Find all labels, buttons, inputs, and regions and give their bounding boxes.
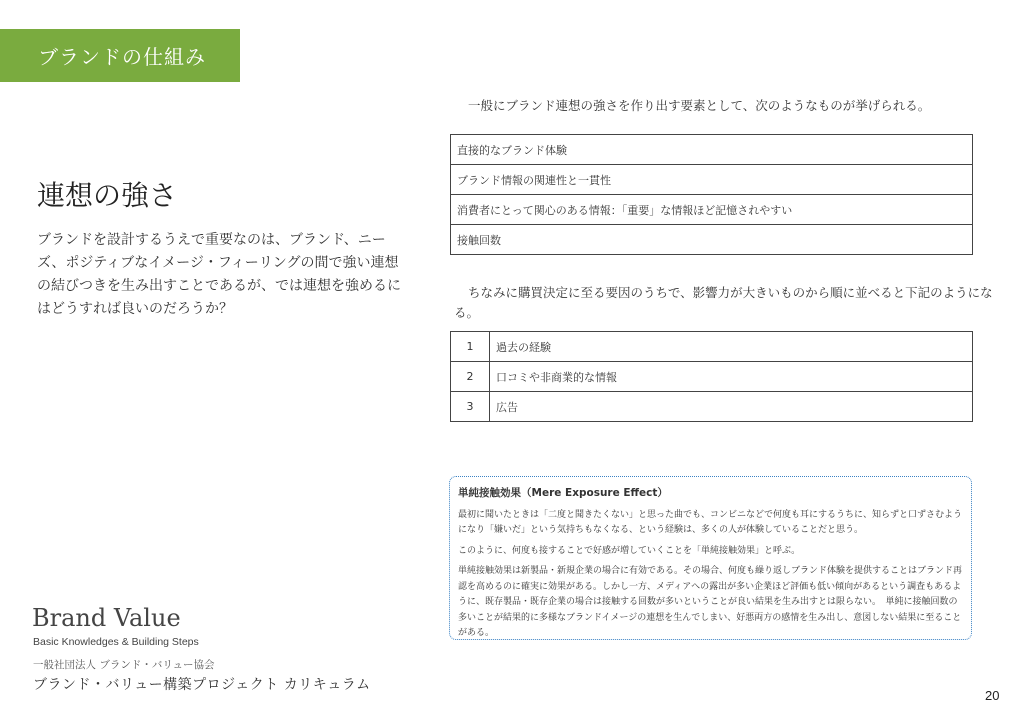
callout-title: 単純接触効果（Mere Exposure Effect） <box>458 487 668 499</box>
table-cell: ブランド情報の関連性と一貫性 <box>451 165 973 195</box>
project-name: ブランド・バリュー構築プロジェクト カリキュラム <box>33 677 371 693</box>
ranking-table <box>450 331 973 422</box>
left-paragraph: ブランドを設計するうえで重要なのは、ブランド、ニーズ、ポジティブなイメージ・フィーリングの間で強い連想の結びつきを生み出すことであるが、では連想を強めるにはどうすれば良いのだろうか？ <box>37 232 401 317</box>
rank-number: 2 <box>451 362 490 392</box>
mere-exposure-callout <box>449 476 972 640</box>
table-cell: 直接的なブランド体験 <box>451 135 973 165</box>
table-row <box>451 225 973 255</box>
factors-intro: 一般にブランド連想の強さを作り出す要素として、次のようなものが挙げられる。 <box>468 98 931 113</box>
brand-value-logo: Brand Value <box>32 604 181 632</box>
page-heading: 連想の強さ <box>37 179 178 212</box>
table-row <box>451 165 973 195</box>
brand-subtitle: Basic Knowledges & Building Steps <box>33 636 199 648</box>
rank-number: 3 <box>451 392 490 422</box>
ranking-intro: ちなみに購買決定に至る要因のうちで、影響力が大きいものから順に並べると下記のようになる。 <box>454 285 993 320</box>
section-banner <box>0 29 240 82</box>
rank-label: 過去の経験 <box>490 332 973 362</box>
organization-name: 一般社団法人 ブランド・バリュー協会 <box>33 659 215 671</box>
table-cell: 消費者にとって関心のある情報：「重要」な情報ほど記憶されやすい <box>451 195 973 225</box>
table-row <box>451 362 973 392</box>
table-row <box>451 332 973 362</box>
rank-label: 広告 <box>490 392 973 422</box>
callout-paragraph: 単純接触効果は新製品・新規企業の場合に有効である。その場合、何度も繰り返しブランド体験を提供することはブランド再認を高めるのに確実に効果がある。しかし一方、メディアへの露出が多い企業ほど評価も低い傾向があるという調査もあるように、既存製品・既存企業の場合は接触する回数が多いということが良い結果を生み出すとは限らない。 単純に接触回数の多いことが結果的に多様なブランドイメージの連想を生んでしまい、好悪両方の感情を生み出し、意図しない結果に至ることがある。 <box>458 566 963 638</box>
table-row <box>451 392 973 422</box>
table-row <box>451 135 973 165</box>
table-cell: 接触回数 <box>451 225 973 255</box>
callout-paragraph: 最初に聞いたときは「二度と聞きたくない」と思った曲でも、コンビニなどで何度も耳にするうちに、知らずと口ずさむようになり「嫌いだ」という気持ちもなくなる、という経験は、多くの人が体験していることだと思う。 <box>458 509 963 535</box>
table-row <box>451 195 973 225</box>
rank-number: 1 <box>451 332 490 362</box>
rank-label: 口コミや非商業的な情報 <box>490 362 973 392</box>
callout-paragraph: このように、何度も接することで好感が増していくことを「単純接触効果」と呼ぶ。 <box>458 545 801 556</box>
page-number: 20 <box>985 688 1000 703</box>
section-title: ブランドの仕組み <box>38 45 206 69</box>
factors-table <box>450 134 973 255</box>
